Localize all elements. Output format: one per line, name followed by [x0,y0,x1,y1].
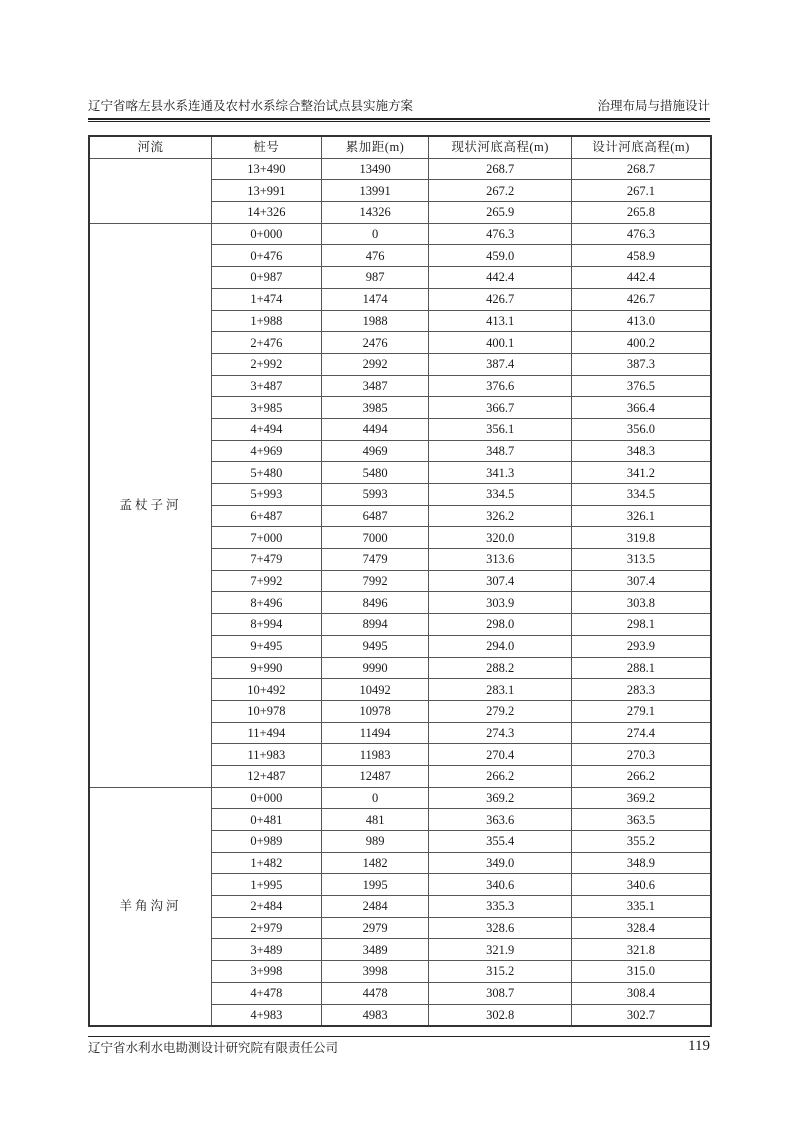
design-elevation-cell: 328.4 [571,917,711,939]
current-elevation-cell: 356.1 [429,418,572,440]
design-elevation-cell: 293.9 [571,635,711,657]
cumulative-distance-cell: 3489 [321,939,429,961]
station-cell: 4+478 [212,982,322,1004]
cumulative-distance-cell: 10492 [321,679,429,701]
station-cell: 0+481 [212,809,322,831]
station-cell: 13+991 [212,180,322,202]
column-header-station: 桩号 [212,136,322,158]
design-elevation-cell: 267.1 [571,180,711,202]
current-elevation-cell: 298.0 [429,614,572,636]
river-name-cell [89,158,212,223]
current-elevation-cell: 288.2 [429,657,572,679]
section-title: 治理布局与措施设计 [597,99,710,113]
station-cell: 4+983 [212,1004,322,1026]
current-elevation-cell: 313.6 [429,549,572,571]
cumulative-distance-cell: 10978 [321,700,429,722]
design-elevation-cell: 274.4 [571,722,711,744]
design-elevation-cell: 298.1 [571,614,711,636]
table-header-row [89,136,711,158]
table-row [89,787,711,809]
design-elevation-cell: 340.6 [571,874,711,896]
current-elevation-cell: 369.2 [429,787,572,809]
page-footer [88,1038,710,1058]
current-elevation-cell: 308.7 [429,982,572,1004]
current-elevation-cell: 274.3 [429,722,572,744]
current-elevation-cell: 349.0 [429,852,572,874]
current-elevation-cell: 266.2 [429,765,572,787]
cumulative-distance-cell: 3487 [321,375,429,397]
design-elevation-cell: 288.1 [571,657,711,679]
station-cell: 7+992 [212,570,322,592]
table-row [89,223,711,245]
cumulative-distance-cell: 3998 [321,961,429,983]
design-elevation-cell: 369.2 [571,787,711,809]
design-elevation-cell: 321.8 [571,939,711,961]
cumulative-distance-cell: 7000 [321,527,429,549]
cumulative-distance-cell: 11494 [321,722,429,744]
current-elevation-cell: 363.6 [429,809,572,831]
design-elevation-cell: 400.2 [571,332,711,354]
design-elevation-cell: 279.1 [571,700,711,722]
design-elevation-cell: 334.5 [571,484,711,506]
station-cell: 4+969 [212,440,322,462]
design-elevation-cell: 303.8 [571,592,711,614]
current-elevation-cell: 400.1 [429,332,572,354]
elevation-table [88,135,712,1027]
design-elevation-cell: 376.5 [571,375,711,397]
cumulative-distance-cell: 1988 [321,310,429,332]
current-elevation-cell: 268.7 [429,158,572,180]
station-cell: 6+487 [212,505,322,527]
cumulative-distance-cell: 989 [321,831,429,853]
current-elevation-cell: 270.4 [429,744,572,766]
current-elevation-cell: 303.9 [429,592,572,614]
cumulative-distance-cell: 1474 [321,288,429,310]
cumulative-distance-cell: 11983 [321,744,429,766]
cumulative-distance-cell: 13490 [321,158,429,180]
current-elevation-cell: 376.6 [429,375,572,397]
station-cell: 1+988 [212,310,322,332]
page-number: 119 [688,1038,710,1054]
current-elevation-cell: 265.9 [429,202,572,224]
cumulative-distance-cell: 4983 [321,1004,429,1026]
design-elevation-cell: 265.8 [571,202,711,224]
current-elevation-cell: 294.0 [429,635,572,657]
cumulative-distance-cell: 4969 [321,440,429,462]
cumulative-distance-cell: 9990 [321,657,429,679]
station-cell: 5+993 [212,484,322,506]
station-cell: 3+487 [212,375,322,397]
current-elevation-cell: 334.5 [429,484,572,506]
current-elevation-cell: 283.1 [429,679,572,701]
station-cell: 8+496 [212,592,322,614]
design-elevation-cell: 319.8 [571,527,711,549]
design-elevation-cell: 413.0 [571,310,711,332]
header-rule [88,118,710,120]
cumulative-distance-cell: 476 [321,245,429,267]
current-elevation-cell: 413.1 [429,310,572,332]
table-row [89,158,711,180]
current-elevation-cell: 335.3 [429,896,572,918]
cumulative-distance-cell: 13991 [321,180,429,202]
design-elevation-cell: 348.3 [571,440,711,462]
design-elevation-cell: 268.7 [571,158,711,180]
current-elevation-cell: 341.3 [429,462,572,484]
design-elevation-cell: 426.7 [571,288,711,310]
station-cell: 9+495 [212,635,322,657]
cumulative-distance-cell: 4478 [321,982,429,1004]
station-cell: 0+989 [212,831,322,853]
cumulative-distance-cell: 12487 [321,765,429,787]
current-elevation-cell: 302.8 [429,1004,572,1026]
station-cell: 2+979 [212,917,322,939]
document-title: 辽宁省喀左县水系连通及农村水系综合整治试点县实施方案 [88,99,414,113]
organization-name: 辽宁省水利水电勘测设计研究院有限责任公司 [88,1041,339,1055]
design-elevation-cell: 302.7 [571,1004,711,1026]
design-elevation-cell: 442.4 [571,267,711,289]
design-elevation-cell: 326.1 [571,505,711,527]
station-cell: 11+494 [212,722,322,744]
cumulative-distance-cell: 481 [321,809,429,831]
cumulative-distance-cell: 5993 [321,484,429,506]
current-elevation-cell: 315.2 [429,961,572,983]
cumulative-distance-cell: 4494 [321,418,429,440]
current-elevation-cell: 355.4 [429,831,572,853]
current-elevation-cell: 321.9 [429,939,572,961]
page-header [88,97,710,115]
station-cell: 10+978 [212,700,322,722]
current-elevation-cell: 476.3 [429,223,572,245]
cumulative-distance-cell: 1482 [321,852,429,874]
river-name-cell: 孟杖子河 [89,223,212,787]
design-elevation-cell: 341.2 [571,462,711,484]
station-cell: 4+494 [212,418,322,440]
cumulative-distance-cell: 9495 [321,635,429,657]
cumulative-distance-cell: 14326 [321,202,429,224]
cumulative-distance-cell: 0 [321,223,429,245]
cumulative-distance-cell: 7479 [321,549,429,571]
cumulative-distance-cell: 8994 [321,614,429,636]
design-elevation-cell: 348.9 [571,852,711,874]
design-elevation-cell: 307.4 [571,570,711,592]
river-name-cell: 羊角沟河 [89,787,212,1026]
cumulative-distance-cell: 2992 [321,353,429,375]
cumulative-distance-cell: 7992 [321,570,429,592]
cumulative-distance-cell: 3985 [321,397,429,419]
design-elevation-cell: 355.2 [571,831,711,853]
design-elevation-cell: 315.0 [571,961,711,983]
station-cell: 2+484 [212,896,322,918]
current-elevation-cell: 387.4 [429,353,572,375]
station-cell: 0+000 [212,223,322,245]
station-cell: 5+480 [212,462,322,484]
cumulative-distance-cell: 2476 [321,332,429,354]
current-elevation-cell: 267.2 [429,180,572,202]
station-cell: 0+476 [212,245,322,267]
column-header-river: 河流 [89,136,212,158]
station-cell: 1+995 [212,874,322,896]
station-cell: 10+492 [212,679,322,701]
station-cell: 0+987 [212,267,322,289]
current-elevation-cell: 442.4 [429,267,572,289]
design-elevation-cell: 476.3 [571,223,711,245]
column-header-design-elevation: 设计河底高程(m) [571,136,711,158]
station-cell: 7+479 [212,549,322,571]
design-elevation-cell: 313.5 [571,549,711,571]
design-elevation-cell: 266.2 [571,765,711,787]
cumulative-distance-cell: 0 [321,787,429,809]
station-cell: 7+000 [212,527,322,549]
cumulative-distance-cell: 2484 [321,896,429,918]
current-elevation-cell: 366.7 [429,397,572,419]
station-cell: 3+489 [212,939,322,961]
station-cell: 3+985 [212,397,322,419]
station-cell: 0+000 [212,787,322,809]
station-cell: 11+983 [212,744,322,766]
design-elevation-cell: 366.4 [571,397,711,419]
current-elevation-cell: 459.0 [429,245,572,267]
cumulative-distance-cell: 987 [321,267,429,289]
design-elevation-cell: 270.3 [571,744,711,766]
footer-rule [88,1036,710,1037]
design-elevation-cell: 363.5 [571,809,711,831]
design-elevation-cell: 387.3 [571,353,711,375]
station-cell: 3+998 [212,961,322,983]
station-cell: 14+326 [212,202,322,224]
cumulative-distance-cell: 6487 [321,505,429,527]
station-cell: 12+487 [212,765,322,787]
design-elevation-cell: 308.4 [571,982,711,1004]
station-cell: 9+990 [212,657,322,679]
design-elevation-cell: 283.3 [571,679,711,701]
cumulative-distance-cell: 8496 [321,592,429,614]
current-elevation-cell: 326.2 [429,505,572,527]
design-elevation-cell: 458.9 [571,245,711,267]
cumulative-distance-cell: 1995 [321,874,429,896]
design-elevation-cell: 356.0 [571,418,711,440]
header-rule-thin [88,121,710,122]
current-elevation-cell: 328.6 [429,917,572,939]
current-elevation-cell: 320.0 [429,527,572,549]
cumulative-distance-cell: 2979 [321,917,429,939]
station-cell: 1+482 [212,852,322,874]
current-elevation-cell: 348.7 [429,440,572,462]
column-header-current-elevation: 现状河底高程(m) [429,136,572,158]
cumulative-distance-cell: 5480 [321,462,429,484]
station-cell: 8+994 [212,614,322,636]
design-elevation-cell: 335.1 [571,896,711,918]
column-header-cumulative-distance: 累加距(m) [321,136,429,158]
station-cell: 2+992 [212,353,322,375]
current-elevation-cell: 279.2 [429,700,572,722]
station-cell: 1+474 [212,288,322,310]
current-elevation-cell: 426.7 [429,288,572,310]
station-cell: 13+490 [212,158,322,180]
station-cell: 2+476 [212,332,322,354]
current-elevation-cell: 307.4 [429,570,572,592]
current-elevation-cell: 340.6 [429,874,572,896]
